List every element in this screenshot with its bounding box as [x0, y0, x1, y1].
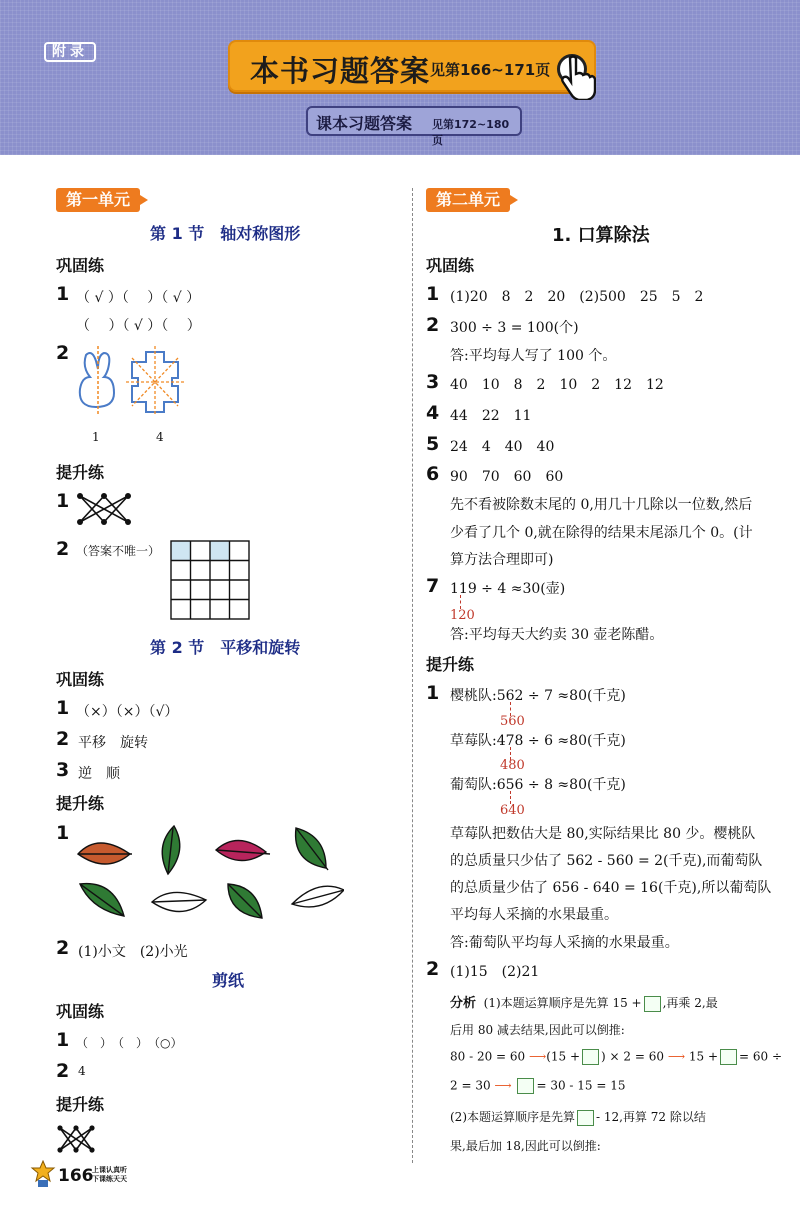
estimate-value: 640 [500, 803, 525, 818]
slogan-line: 下课练天天 [92, 1175, 127, 1183]
appendix-tag: 附录 [44, 42, 96, 62]
section-1-title: 第 1 节 轴对称图形 [150, 224, 301, 243]
analysis-text: = 60 ÷ [739, 1049, 783, 1064]
question-number: 2 [56, 728, 70, 750]
heading-practice: 巩固练 [426, 256, 475, 275]
answer-row: 4 [78, 1064, 86, 1078]
question-number: 2 [56, 342, 70, 364]
blank-box [644, 996, 661, 1012]
column-divider [412, 188, 413, 1163]
blank-box [517, 1078, 534, 1094]
answer-row: 答:平均每天大约卖 30 壶老陈醋。 [450, 627, 664, 643]
answer-row: 40 10 8 2 10 2 12 12 [450, 377, 664, 393]
section-3-title: 剪纸 [212, 971, 245, 990]
question-number: 2 [56, 1060, 70, 1082]
answer-text: 的总质量只少估了 562 - 560 = 2(千克),而葡萄队 [450, 853, 763, 869]
answers-banner [228, 40, 596, 92]
question-number: 2 [426, 958, 440, 980]
page-number: 166 [58, 1166, 94, 1186]
analysis-line [450, 1108, 706, 1126]
answer-row: 300 ÷ 3 = 100(个) [450, 320, 579, 336]
blank-box [720, 1049, 737, 1065]
estimate-value: 480 [500, 758, 525, 773]
answer-row: （ ）（ √ ）（ ） [76, 318, 201, 334]
sub-banner-title: 课本习题答案 [316, 114, 413, 133]
analysis-text: ) × 2 = 60 [601, 1049, 664, 1064]
answer-row: 答:平均每人写了 100 个。 [450, 348, 617, 364]
answer-row: (1)小文 (2)小光 [78, 944, 188, 960]
answer-row: 樱桃队:562 ÷ 7 ≈80(千克) [450, 688, 626, 704]
symmetric-figures [74, 344, 194, 416]
answer-row: 44 22 11 [450, 408, 532, 424]
answer-text: 算方法合理即可) [450, 552, 554, 568]
shading-grid [170, 540, 250, 620]
banner-title: 本书习题答案 [250, 54, 431, 88]
analysis-label: 分析 [450, 996, 477, 1011]
analysis-text: 80 - 20 = 60 [450, 1049, 526, 1064]
banner-pages: 见第166~171页 [430, 61, 551, 79]
analysis-text: 15 + [688, 1049, 718, 1064]
question-number: 1 [56, 822, 70, 844]
question-number: 2 [56, 937, 70, 959]
analysis-text: 后用 80 减去结果,因此可以倒推: [450, 1023, 625, 1037]
analysis-line [450, 992, 718, 1012]
blank-box [577, 1110, 594, 1126]
heading-advanced: 提升练 [56, 463, 105, 482]
answer-text: 平均每人采摘的水果最重。 [450, 907, 618, 923]
question-number: 1 [56, 697, 70, 719]
analysis-text: ,再乘 2,最 [662, 996, 718, 1010]
estimate-value: 560 [500, 714, 525, 729]
question-number: 2 [56, 538, 70, 560]
arrow-icon: ⟶ [494, 1078, 512, 1093]
estimate-connector [460, 595, 461, 609]
answer-row: 平移 旋转 [78, 735, 148, 751]
question-number: 1 [56, 490, 70, 512]
question-number: 1 [426, 682, 440, 704]
question-number: 1 [426, 283, 440, 305]
question-number: 2 [426, 314, 440, 336]
answer-row: (1)20 8 2 20 (2)500 25 5 2 [450, 289, 704, 305]
heading-advanced: 提升练 [56, 1095, 105, 1114]
analysis-text: (2)本题运算顺序是先算 [450, 1110, 575, 1124]
answer-row: 24 4 40 40 [450, 439, 555, 455]
slogan-line: 上课认真听 [92, 1166, 127, 1174]
pointing-hand-icon [560, 54, 596, 100]
analysis-line [450, 1049, 782, 1065]
answer-text: 草莓队把数估大是 80,实际结果比 80 少。樱桃队 [450, 826, 756, 842]
analysis-line [450, 1078, 626, 1094]
answer-text: 的总质量少估了 656 - 640 = 16(千克),所以葡萄队 [450, 880, 772, 896]
answer-row: （ √ ）（ ）（ √ ） [76, 290, 201, 306]
question-number: 1 [56, 283, 70, 305]
answer-row: 90 70 60 60 [450, 469, 564, 485]
blank-box [582, 1049, 599, 1065]
line-matching-figure [76, 492, 132, 526]
answer-text: 先不看被除数末尾的 0,用几十几除以一位数,然后 [450, 497, 753, 513]
answer-row: 逆 顺 [78, 766, 120, 782]
answer-row: （×）（×）（√） [76, 704, 179, 720]
question-number: 3 [56, 759, 70, 781]
heading-practice: 巩固练 [56, 670, 105, 689]
textbook-answers-banner [306, 106, 522, 147]
mascot-icon [30, 1160, 56, 1188]
unit-two-tag: 第二单元 [426, 188, 510, 212]
heading-advanced: 提升练 [56, 794, 105, 813]
unit-one-tag: 第一单元 [56, 188, 140, 212]
answer-text: 少看了几个 0,就在除得的结果末尾添几个 0。(计 [450, 525, 753, 541]
heading-advanced: 提升练 [426, 655, 475, 674]
analysis-text: 果,最后加 18,因此可以倒推: [450, 1139, 601, 1153]
footer-slogan [92, 1166, 127, 1184]
question-number: 3 [426, 371, 440, 393]
answer-row: 答:葡萄队平均每人采摘的水果最重。 [450, 935, 679, 951]
answer-row: 草莓队:478 ÷ 6 ≈80(千克) [450, 733, 626, 749]
arrow-icon: ⟶ [529, 1049, 547, 1064]
leaf-figures [74, 824, 344, 924]
question-number: 5 [426, 433, 440, 455]
analysis-text: - 12,再算 72 除以结 [596, 1110, 706, 1124]
question-number: 7 [426, 575, 440, 597]
section-2-title: 第 2 节 平移和旋转 [150, 638, 301, 657]
arrow-icon: ⟶ [667, 1049, 686, 1064]
heading-practice: 巩固练 [56, 256, 105, 275]
estimate-value: 120 [450, 608, 475, 623]
sub-banner-pages: 见第172~180页 [432, 118, 510, 147]
answer-note: （答案不唯一） [76, 544, 161, 558]
section-title: 1. 口算除法 [552, 225, 650, 246]
answer-row: 119 ÷ 4 ≈30(壶) [450, 581, 566, 597]
answer-row: (1)15 (2)21 [450, 964, 540, 980]
question-number: 1 [56, 1029, 70, 1051]
analysis-text: (1)本题运算顺序是先算 15 + [483, 996, 642, 1010]
heading-practice: 巩固练 [56, 1002, 105, 1021]
analysis-text: = 30 - 15 = 15 [536, 1078, 626, 1093]
question-number: 6 [426, 463, 440, 485]
analysis-text: 2 = 30 [450, 1078, 491, 1093]
figure-label: 1 [92, 430, 100, 444]
answer-row: （ ） （ ） （○） [76, 1036, 183, 1050]
answer-row: 葡萄队:656 ÷ 8 ≈80(千克) [450, 777, 626, 793]
line-matching-figure [56, 1124, 96, 1154]
figure-label: 4 [156, 430, 164, 444]
question-number: 4 [426, 402, 440, 424]
analysis-text: (15 + [546, 1049, 581, 1064]
